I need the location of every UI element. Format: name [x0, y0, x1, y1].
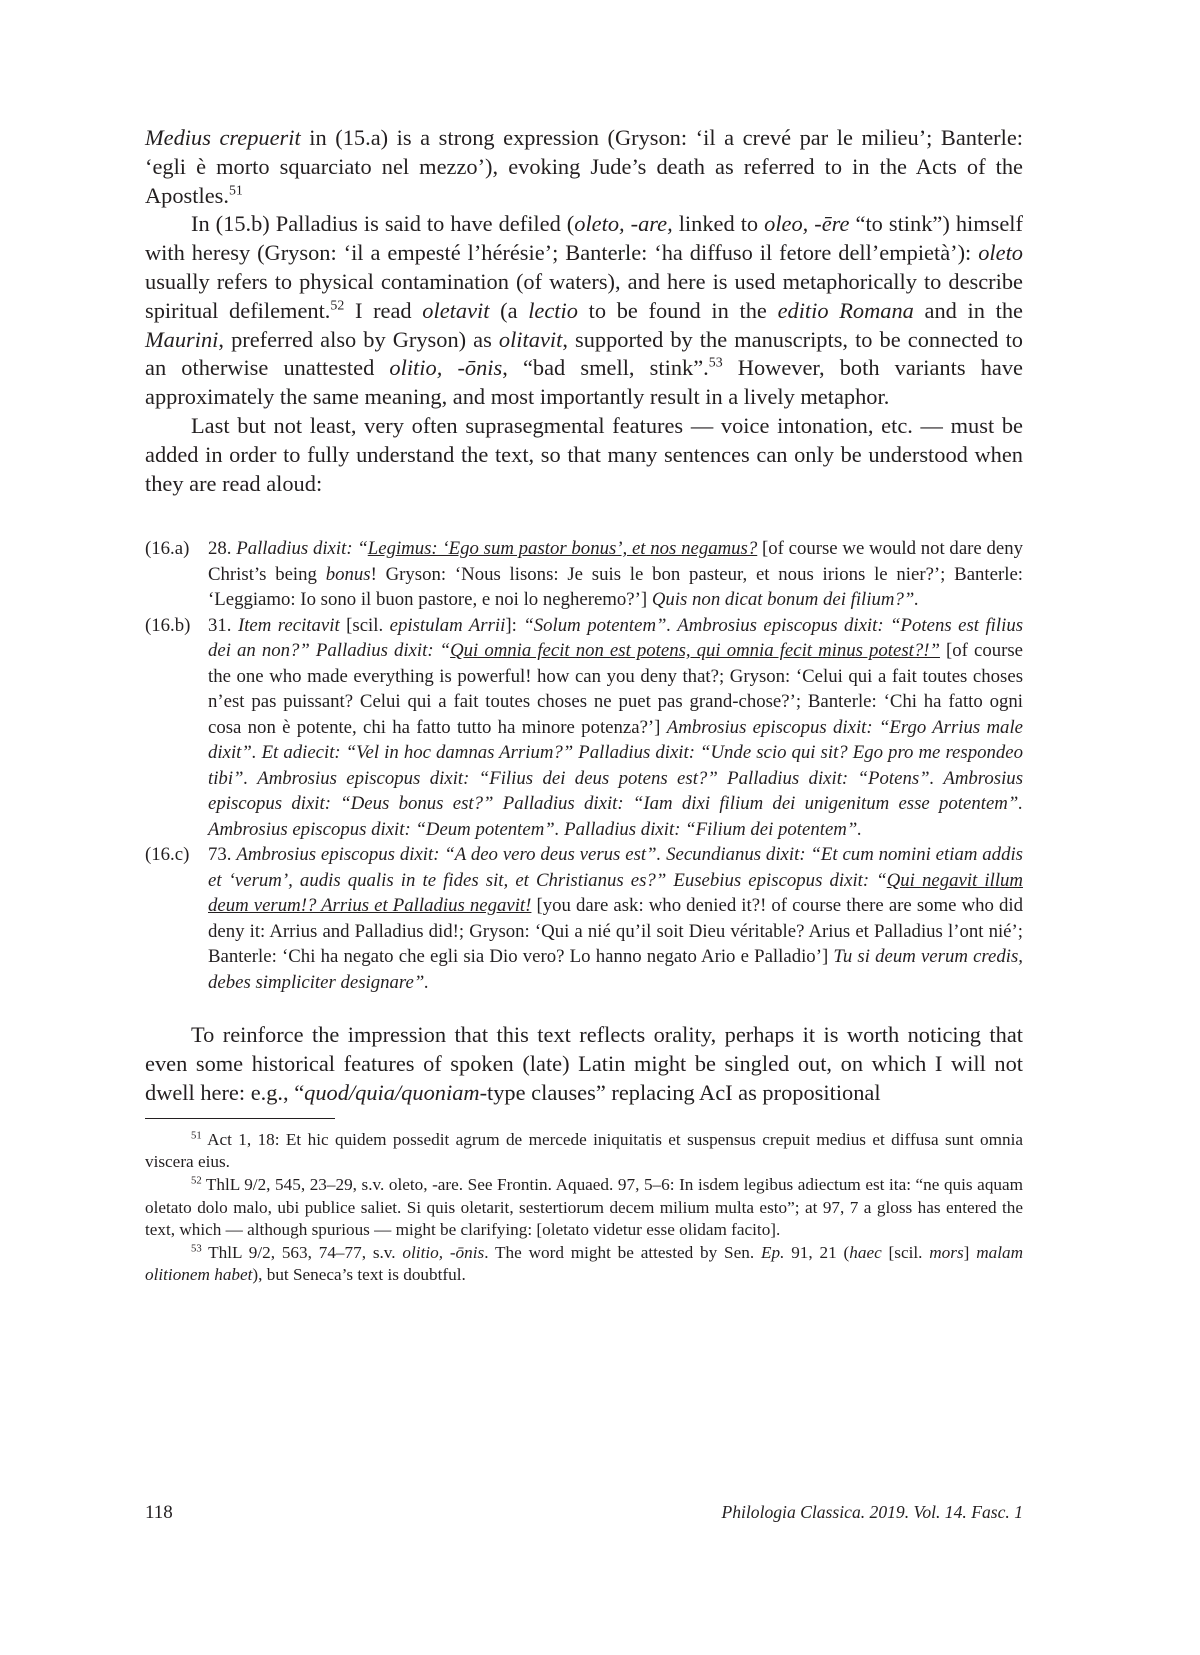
- text-run: I read: [344, 297, 423, 323]
- italic-run: olitavit: [498, 326, 563, 352]
- text-run: [of course we would not dare deny Christ’s being: [208, 538, 1023, 585]
- italic-run: “Solum potentem”. Ambrosius episcopus dixit: “Potens est filius dei an non?” Palladius dixit: “: [208, 614, 1024, 662]
- example-16b: [145, 613, 1023, 843]
- italic-run: olitio, -ōnis: [402, 1242, 485, 1262]
- text-run: However, both variants have approximately the same meaning, and most importantly result in a lively metaphor.: [145, 355, 1023, 410]
- paragraph-1: [145, 124, 1023, 210]
- text-run: 28.: [208, 538, 237, 560]
- italic-run: quod/quia/quoniam: [304, 1079, 480, 1105]
- text-run: [scil.: [339, 614, 390, 636]
- text-run: [you dare ask: who denied it?! of course there are some who did deny it: Arrius and Palladius did!; Gryson: ‘Qui a nié qu’il soit Dieu véritable? Arius et Palladius l’ont nié’; Banterle: ‘Chi ha negato che egli sia Dio vero? Lo hanno negato Ario e Palladio’]: [208, 895, 1023, 968]
- text-run: 73.: [208, 844, 237, 866]
- text-run: linked to: [672, 211, 765, 237]
- example-label: (16.a): [145, 538, 190, 560]
- text-run: ]:: [505, 614, 524, 636]
- footnote-ref: 52: [191, 1175, 202, 1187]
- italic-run: oletavit: [422, 297, 490, 323]
- italic-run: haec: [849, 1242, 882, 1262]
- example-16a: [145, 536, 1023, 613]
- footnote-53: [145, 1242, 1023, 1287]
- italic-run: Tu si deum verum credis, debes simpliciter designare”.: [208, 946, 1023, 993]
- example-list: [145, 536, 1023, 995]
- example-text: [208, 536, 1023, 613]
- italic-run: Legimus: ‘Ego sum pastor bonus’, et nos negamus?: [367, 538, 758, 560]
- italic-run: lectio: [528, 297, 578, 323]
- italic-run: Medius crepuerit: [145, 125, 301, 150]
- example-label: (16.c): [145, 844, 190, 866]
- example-text: [208, 842, 1023, 995]
- italic-run: Maurini: [145, 326, 219, 352]
- italic-run: olitio, -ōnis: [389, 355, 503, 381]
- text-run: Last but not least, very often suprasegmental features — voice intonation, etc. — must be added in order to fully understand the text, so that many sentences can only be understood when they are read aloud:: [145, 412, 1023, 496]
- text-run: In (15.b) Palladius is said to have defiled (: [191, 211, 575, 237]
- italic-run: Palladius dixit: “: [236, 538, 368, 560]
- example-text: [208, 613, 1023, 843]
- text-run: ), but Seneca’s text is doubtful.: [252, 1265, 466, 1285]
- text-run: . The word might be attested by Sen.: [484, 1242, 761, 1262]
- footnote-ref: 53: [191, 1242, 202, 1254]
- page-content: [145, 124, 1023, 1287]
- italic-run: Ambrosius episcopus dixit: “A deo vero deus verus est”. Secundianus dixit: “Et cum nomini etiam addis et ‘verum’, audis qualis in te fides sit, et Christianus es?” Eusebius episcopus dixit: “: [208, 844, 1023, 891]
- italic-run: oleto: [978, 240, 1023, 266]
- footnote-51: [145, 1129, 1023, 1174]
- text-run: To reinforce the impression that this text reflects orality, perhaps it is worth noticing that even some historical features of spoken (late) Latin might be singled out, on which I will not dwell here: e.g., “: [145, 1022, 1023, 1105]
- text-run: ThlL 9/2, 563, 74–77, s.v.: [201, 1242, 403, 1262]
- text-run: , supported by the manuscripts, to be connected to an otherwise unattested: [145, 326, 1023, 381]
- italic-run: Item recitavit: [237, 614, 340, 636]
- italic-run: Ambrosius episcopus dixit: “Ergo Arrius male dixit”. Et adiecit: “Vel in hoc damnas Arrium?” Palladius dixit: “Unde scio qui sit? Ego pro me respondeo tibi”. Ambrosius episcopus dixit: “Filius dei deus potens est?” Palladius dixit: “Potens”. Ambrosius episcopus dixit: “Deus bonus est?” Palladius dixit: “Iam dixi filium dei unigenitum esse potentem”. Ambrosius episcopus dixit: “Deum potentem”. Palladius dixit: “Filium dei potentem”.: [208, 716, 1024, 840]
- text-run: [scil.: [881, 1242, 930, 1262]
- text-run: [of course the one who made everything is powerful! how can you deny that?; Gryson: ‘Celui qui a fait toutes choses n’est pas puissant? Celui qui a fait toutes choses ne puet pas grand-chose?’; Banterle: ‘Chi ha fatto ogni cosa non è potente, chi ha fatto tutto ha minore potenza?’]: [208, 640, 1023, 738]
- footnote-ref: 51: [228, 183, 243, 199]
- italic-run: oleto, -are,: [574, 211, 673, 237]
- text-run: Act 1, 18: Et hic quidem possedit agrum de mercede iniquitatis et suspensus crepuit medius et diffusa sunt omnia viscera eius.: [145, 1129, 1023, 1172]
- footnote-ref: 51: [191, 1130, 202, 1142]
- text-run: in (15.a) is a strong expression (Gryson: ‘il a crevé par le milieu’; Banterle: ‘egli è morto squarciato nel mezzo’), evoking Jude’s death as referred to in the Acts of the Apostles.: [145, 125, 1023, 208]
- text-run: ! Gryson: ‘Nous lisons: Je suis le bon pasteur, et nous irions le nier?’; Banterle: ‘Leggiamo: Io sono il buon pastore, e noi lo negheremo?’]: [208, 563, 1024, 611]
- text-run: ThlL 9/2, 545, 23–29, s.v. oleto, -are. See Frontin. Aquaed. 97, 5–6: In isdem legibus adiectum est ita: “ne quis aquam oletato dolo malo, ubi publice saliet. Si quis oletarit, sestertiorum decem milium multa esto”; at 97, 7 a gloss has entered the text, which — although spurious — might be clarifying: [oletato videtur esse olidam facito].: [145, 1174, 1023, 1240]
- italic-run: malam olitionem habet: [145, 1242, 1024, 1285]
- italic-run: Qui negavit illum deum verum!? Arrius et Palladius negavit!: [208, 869, 1023, 917]
- page-number: 118: [145, 1502, 173, 1523]
- italic-run: bonus: [325, 563, 371, 585]
- italic-run: Quis non dicat bonum dei filium?”.: [651, 589, 919, 611]
- footnote-ref: 53: [708, 355, 723, 371]
- italic-run: oleo, -ēre: [764, 211, 850, 237]
- text-run: ]: [963, 1242, 977, 1262]
- text-run: “to stink”) himself with heresy (Gryson: ‘il a empesté l’hérésie’; Banterle: ‘ha diffuso il fetore dell’empietà’):: [145, 211, 1023, 266]
- text-run: , “bad smell, stink”.: [502, 355, 709, 381]
- text-run: 91, 21 (: [784, 1242, 850, 1262]
- footnote-separator: [145, 1118, 335, 1119]
- italic-run: epistulam Arrii: [389, 614, 506, 636]
- text-run: and in the: [913, 297, 1023, 323]
- text-run: 31.: [208, 614, 238, 636]
- text-run: to be found in the: [577, 297, 778, 323]
- example-label: (16.b): [145, 614, 191, 636]
- text-run: -type clauses” replacing AcI as propositional: [479, 1079, 881, 1105]
- paragraph-4: [145, 1021, 1023, 1107]
- paragraph-2: [145, 210, 1023, 412]
- italic-run: Ep.: [760, 1242, 785, 1262]
- text-run: (a: [489, 297, 529, 323]
- journal-title: Philologia Classica. 2019. Vol. 14. Fasc. 1: [721, 1502, 1023, 1522]
- footnote-52: [145, 1174, 1023, 1242]
- footnote-ref: 52: [330, 298, 345, 314]
- text-run: , preferred also by Gryson) as: [218, 326, 499, 352]
- example-16c: [145, 842, 1023, 995]
- italic-run: mors: [929, 1242, 964, 1262]
- paragraph-3: [145, 412, 1023, 498]
- text-run: usually refers to physical contamination (of waters), and here is used metaphorically to describe spiritual defilement.: [145, 268, 1023, 323]
- italic-run: Qui omnia fecit non est potens, qui omnia fecit minus potest?!”: [450, 640, 940, 662]
- italic-run: editio Romana: [777, 297, 914, 323]
